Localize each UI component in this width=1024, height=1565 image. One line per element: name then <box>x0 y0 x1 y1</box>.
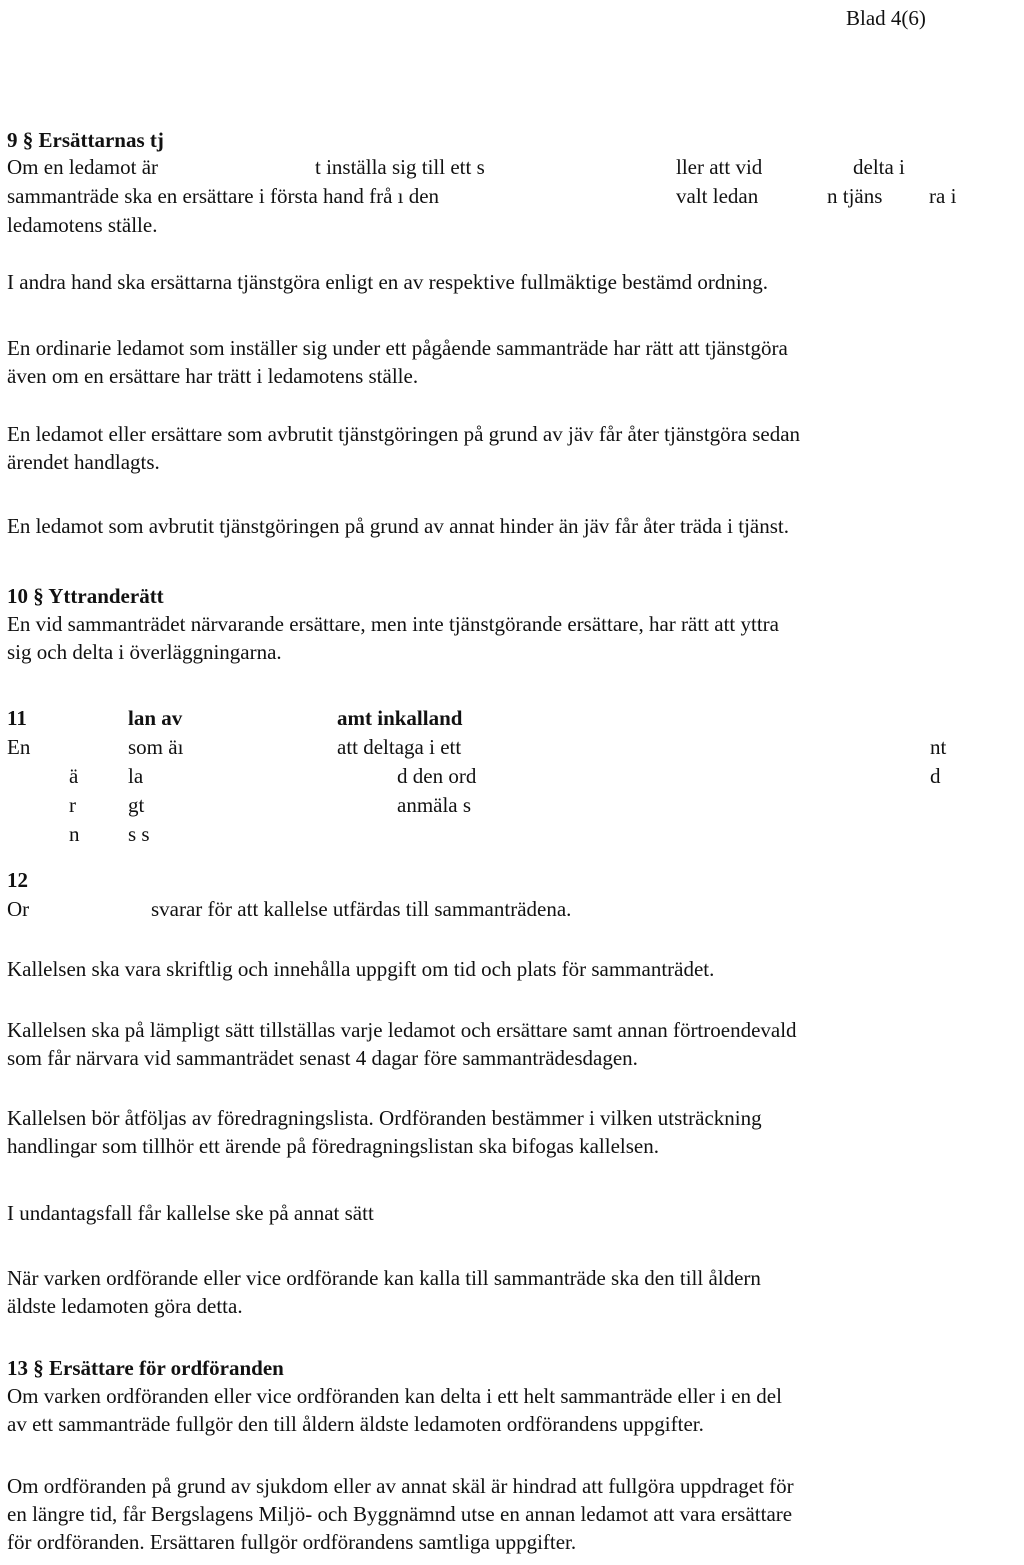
s9-paragraph-5: En ledamot som avbrutit tjänstgöringen på grund av annat hinder än jäv får åter träda i tjänst. <box>7 514 790 538</box>
s11-c2-3: gt <box>128 793 145 817</box>
s11-c4-0: nt <box>930 735 947 759</box>
s12-row-left: Or <box>7 897 30 921</box>
s13-paragraph-2 <box>7 1472 1021 1556</box>
text-line: ärendet handlagts. <box>7 450 160 474</box>
s9-row1-c: ller att vid <box>676 155 763 179</box>
s12-number: 12 <box>7 868 28 892</box>
s13-body <box>7 1382 1021 1438</box>
s9-row1-b: t inställa sig till ett s <box>315 155 485 179</box>
s9-paragraph-2: I andra hand ska ersättarna tjänstgöra enligt en av respektive fullmäktige bestämd ordning. <box>7 270 768 294</box>
text-line: av ett sammanträde fullgör den till åldern äldste ledamoten ordförandens uppgifter. <box>7 1412 704 1436</box>
s9-row2-d: ra i <box>929 184 957 208</box>
s11-c3-0: amt inkalland <box>337 706 463 730</box>
text-line: När varken ordförande eller vice ordförande kan kalla till sammanträde ska den till åldern <box>7 1266 761 1290</box>
text-line: handlingar som tillhör ett ärende på föredragningslistan ska bifogas kallelsen. <box>7 1134 659 1158</box>
s11-c2-0: lan av <box>128 706 183 730</box>
s10-body <box>7 610 1021 666</box>
s12-paragraph-5: I undantagsfall får kallelse ske på annat sätt <box>7 1201 374 1225</box>
s11-c3-2: d den ord <box>397 764 477 788</box>
s12-paragraph-3 <box>7 1016 1021 1072</box>
s11-c2-4: s s <box>128 822 150 846</box>
text-line: En ordinarie ledamot som inställer sig under ett pågående sammanträde har rätt att tjänstgöra <box>7 336 788 360</box>
s11-c4-1: d <box>930 764 941 788</box>
s11-c3-1: att deltaga i ett <box>337 735 462 759</box>
s12-paragraph-2: Kallelsen ska vara skriftlig och innehålla uppgift om tid och plats för sammanträdet. <box>7 957 715 981</box>
s11-c1-0: 11 <box>7 706 27 730</box>
text-line: Om varken ordföranden eller vice ordföranden kan delta i ett helt sammanträde eller i en del <box>7 1384 782 1408</box>
page-number: Blad 4(6) <box>846 6 926 30</box>
text-line: Kallelsen bör åtföljas av föredragningslista. Ordföranden bestämmer i vilken utsträckning <box>7 1106 762 1130</box>
text-line: även om en ersättare har trätt i ledamotens ställe. <box>7 364 419 388</box>
text-line: äldste ledamoten göra detta. <box>7 1294 243 1318</box>
section-10-heading: 10 § Yttranderätt <box>7 584 164 608</box>
s11-c1-1: En <box>7 735 31 759</box>
s12-paragraph-6 <box>7 1264 1021 1320</box>
text-line: En vid sammanträdet närvarande ersättare, men inte tjänstgörande ersättare, har rätt att yttra <box>7 612 779 636</box>
s11-c1-3: r <box>69 793 76 817</box>
text-line: En ledamot eller ersättare som avbrutit tjänstgöringen på grund av jäv får åter tjänstgöra sedan <box>7 422 801 446</box>
s11-c2-1: som äı <box>128 735 184 759</box>
s11-c1-4: n <box>69 822 80 846</box>
s9-row2-a: sammanträde ska en ersättare i första hand frå ı den <box>7 184 440 208</box>
s12-paragraph-4 <box>7 1104 1021 1160</box>
s9-row1-a: Om en ledamot är <box>7 155 159 179</box>
s9-paragraph-4 <box>7 420 1021 476</box>
section-13-heading: 13 § Ersättare för ordföranden <box>7 1356 284 1380</box>
s9-row3: ledamotens ställe. <box>7 213 158 237</box>
s9-paragraph-3 <box>7 334 1021 390</box>
s12-row-right: svarar för att kallelse utfärdas till sammanträdena. <box>151 897 572 921</box>
s11-c1-2: ä <box>69 764 79 788</box>
text-line: en längre tid, får Bergslagens Miljö- och Byggnämnd utse en annan ledamot att vara ersättare <box>7 1502 793 1526</box>
s9-row2-c: n tjäns <box>827 184 883 208</box>
text-line: för ordföranden. Ersättaren fullgör ordförandens samtliga uppgifter. <box>7 1530 577 1554</box>
s9-row1-d: delta i <box>853 155 905 179</box>
text-line: sig och delta i överläggningarna. <box>7 640 282 664</box>
section-9-heading: 9 § Ersättarnas tj <box>7 128 164 152</box>
text-line: som får närvara vid sammanträdet senast 4 dagar före sammanträdesdagen. <box>7 1046 638 1070</box>
s11-c2-2: la <box>128 764 144 788</box>
s11-c3-3: anmäla s <box>397 793 472 817</box>
s9-row2-b: valt ledan <box>676 184 759 208</box>
text-line: Om ordföranden på grund av sjukdom eller av annat skäl är hindrad att fullgöra uppdraget för <box>7 1474 794 1498</box>
text-line: Kallelsen ska på lämpligt sätt tillställas varje ledamot och ersättare samt annan förtroendevald <box>7 1018 797 1042</box>
